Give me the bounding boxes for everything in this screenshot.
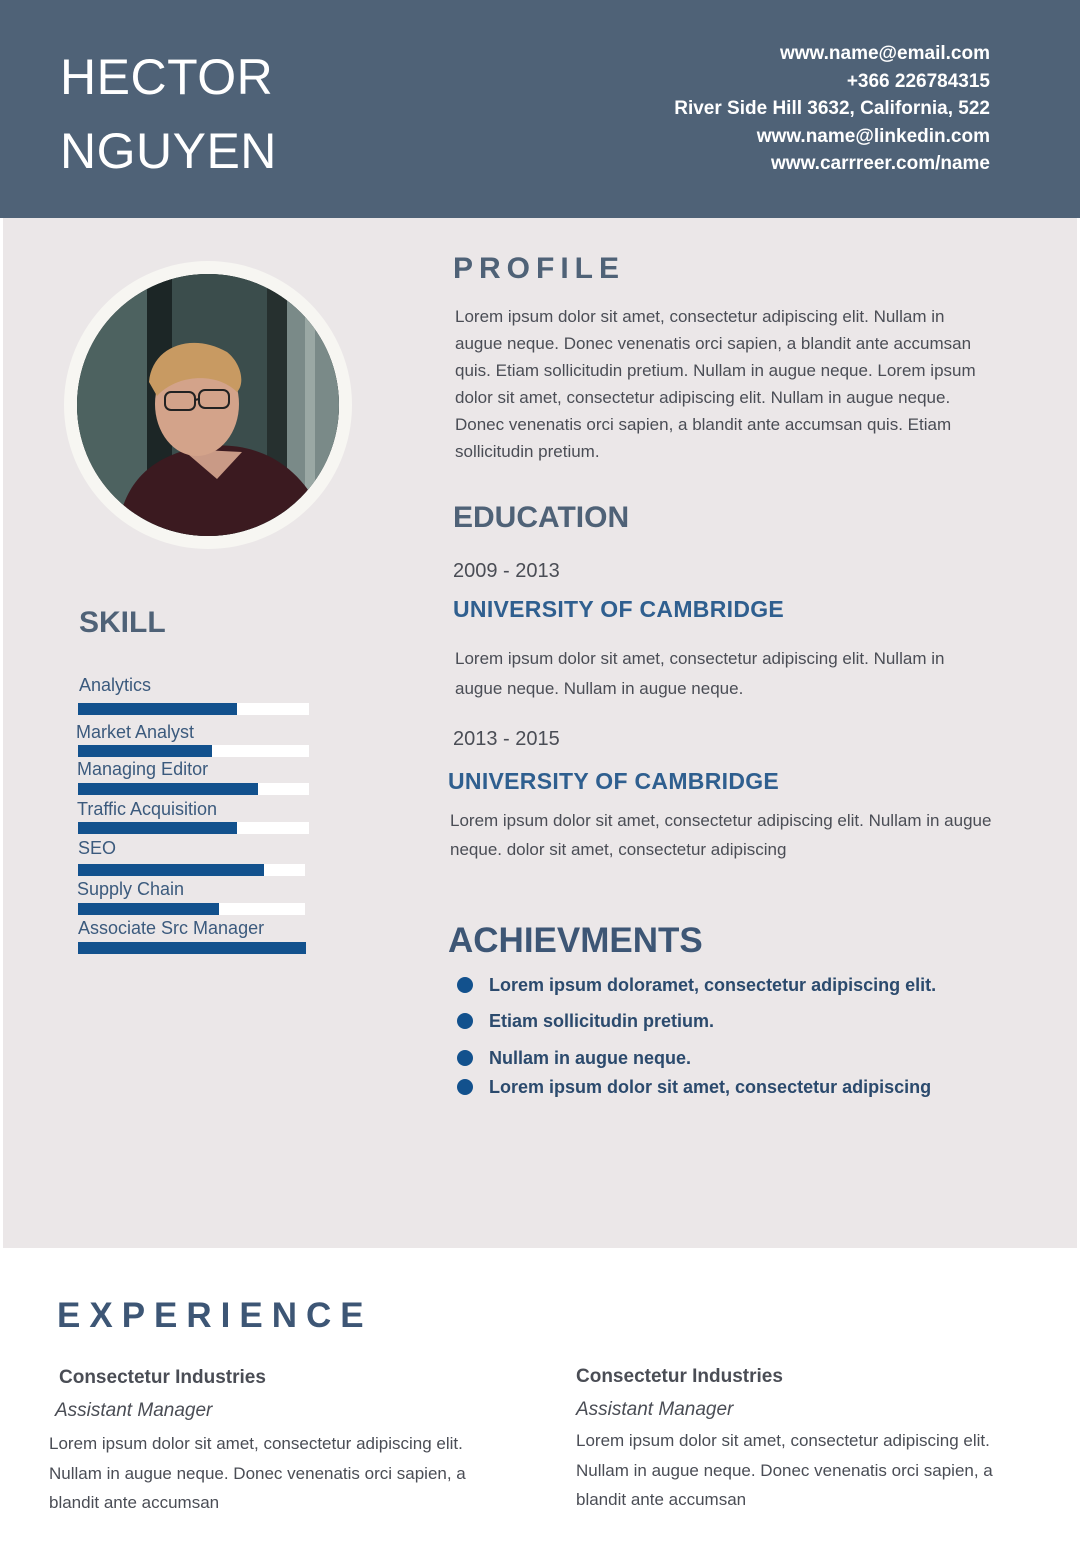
achievement-text: Etiam sollicitudin pretium. (489, 1011, 715, 1031)
skill-bar (78, 822, 309, 834)
experience-description: Lorem ipsum dolor sit amet, consectetur adipiscing elit. Nullam in augue neque. Donec venenatis orci sapien, a blandit ante accumsan (49, 1434, 466, 1512)
education-description: Lorem ipsum dolor sit amet, consectetur adipiscing elit. Nullam in augue neque. Nullam in augue neque. (455, 649, 945, 698)
skill-label: Managing Editor (77, 759, 209, 779)
education-years: 2009 - 2013 (453, 560, 560, 582)
experience-role: Assistant Manager (55, 1400, 213, 1421)
contact-linkedin[interactable]: www.name@linkedin.com (756, 125, 990, 147)
achievements-heading: ACHIEVMENTS (448, 921, 703, 960)
bullet-icon (457, 977, 473, 993)
education-school: UNIVERSITY OF CAMBRIDGE (453, 596, 785, 622)
education-heading: EDUCATION (453, 501, 630, 534)
skill-label: Associate Src Manager (78, 918, 265, 938)
experience-company: Consectetur Industries (576, 1366, 783, 1387)
skill-bar-fill (78, 703, 237, 715)
skill-bar-fill (78, 942, 306, 954)
profile-text: Lorem ipsum dolor sit amet, consectetur adipiscing elit. Nullam in augue neque. Donec venenatis orci sapien, a blandit ante accumsan quis. Etiam sollicitudin pretium. Nullam in augue neque. Lorem ipsum dolor sit amet, consectetur adipiscing elit. Nullam in augue neque. Donec venenatis orci sapien, a blandit ante accumsan quis. Etiam sollicitudin pretium. (455, 307, 976, 462)
achievement-text: Nullam in augue neque. (489, 1048, 692, 1068)
skill-bar (78, 903, 305, 915)
contact-address: River Side Hill 3632, California, 522 (674, 98, 990, 119)
bullet-icon (457, 1079, 473, 1095)
first-name: HECTOR (60, 49, 274, 105)
skill-label: SEO (78, 838, 117, 858)
achievement-text: Lorem ipsum dolor sit amet, consectetur adipiscing (489, 1077, 932, 1097)
contact-website[interactable]: www.carrreer.com/name (771, 153, 990, 174)
skill-bar (78, 745, 309, 757)
skill-label: Market Analyst (76, 722, 195, 742)
skill-label: Analytics (79, 675, 152, 695)
profile-heading: PROFILE (453, 252, 626, 285)
experience-role: Assistant Manager (576, 1399, 734, 1420)
achievement-text: Lorem ipsum doloramet, consectetur adipiscing elit. (489, 975, 937, 995)
skill-bar-fill (78, 783, 258, 795)
skill-bar-fill (78, 903, 219, 915)
skill-label: Supply Chain (77, 879, 185, 899)
contact-email[interactable]: www.name@email.com (779, 43, 990, 64)
skill-label: Traffic Acquisition (77, 799, 218, 819)
skill-heading: SKILL (79, 606, 166, 639)
experience-company: Consectetur Industries (59, 1367, 266, 1388)
profile-photo (77, 274, 339, 536)
skill-bar (78, 864, 305, 876)
portrait-illustration (77, 274, 339, 536)
experience-description: Lorem ipsum dolor sit amet, consectetur adipiscing elit. Nullam in augue neque. Donec venenatis orci sapien, a blandit ante accumsan (576, 1431, 993, 1509)
education-school: UNIVERSITY OF CAMBRIDGE (448, 768, 780, 794)
bullet-icon (457, 1013, 473, 1029)
last-name: NGUYEN (60, 123, 277, 179)
skill-bar (78, 942, 306, 954)
education-years: 2013 - 2015 (453, 728, 560, 750)
skill-bar (78, 703, 309, 715)
skill-bar (78, 783, 309, 795)
contact-block (674, 40, 990, 178)
skill-bar-fill (78, 864, 264, 876)
experience-heading: EXPERIENCE (57, 1296, 373, 1335)
education-description: Lorem ipsum dolor sit amet, consectetur adipiscing elit. Nullam in augue neque. dolor sit amet, consectetur adipiscing (450, 811, 992, 859)
bullet-icon (457, 1050, 473, 1066)
skill-bar-fill (78, 822, 237, 834)
contact-phone: +366 226784315 (846, 70, 990, 92)
skill-bar-fill (78, 745, 212, 757)
header-banner (0, 0, 1080, 218)
